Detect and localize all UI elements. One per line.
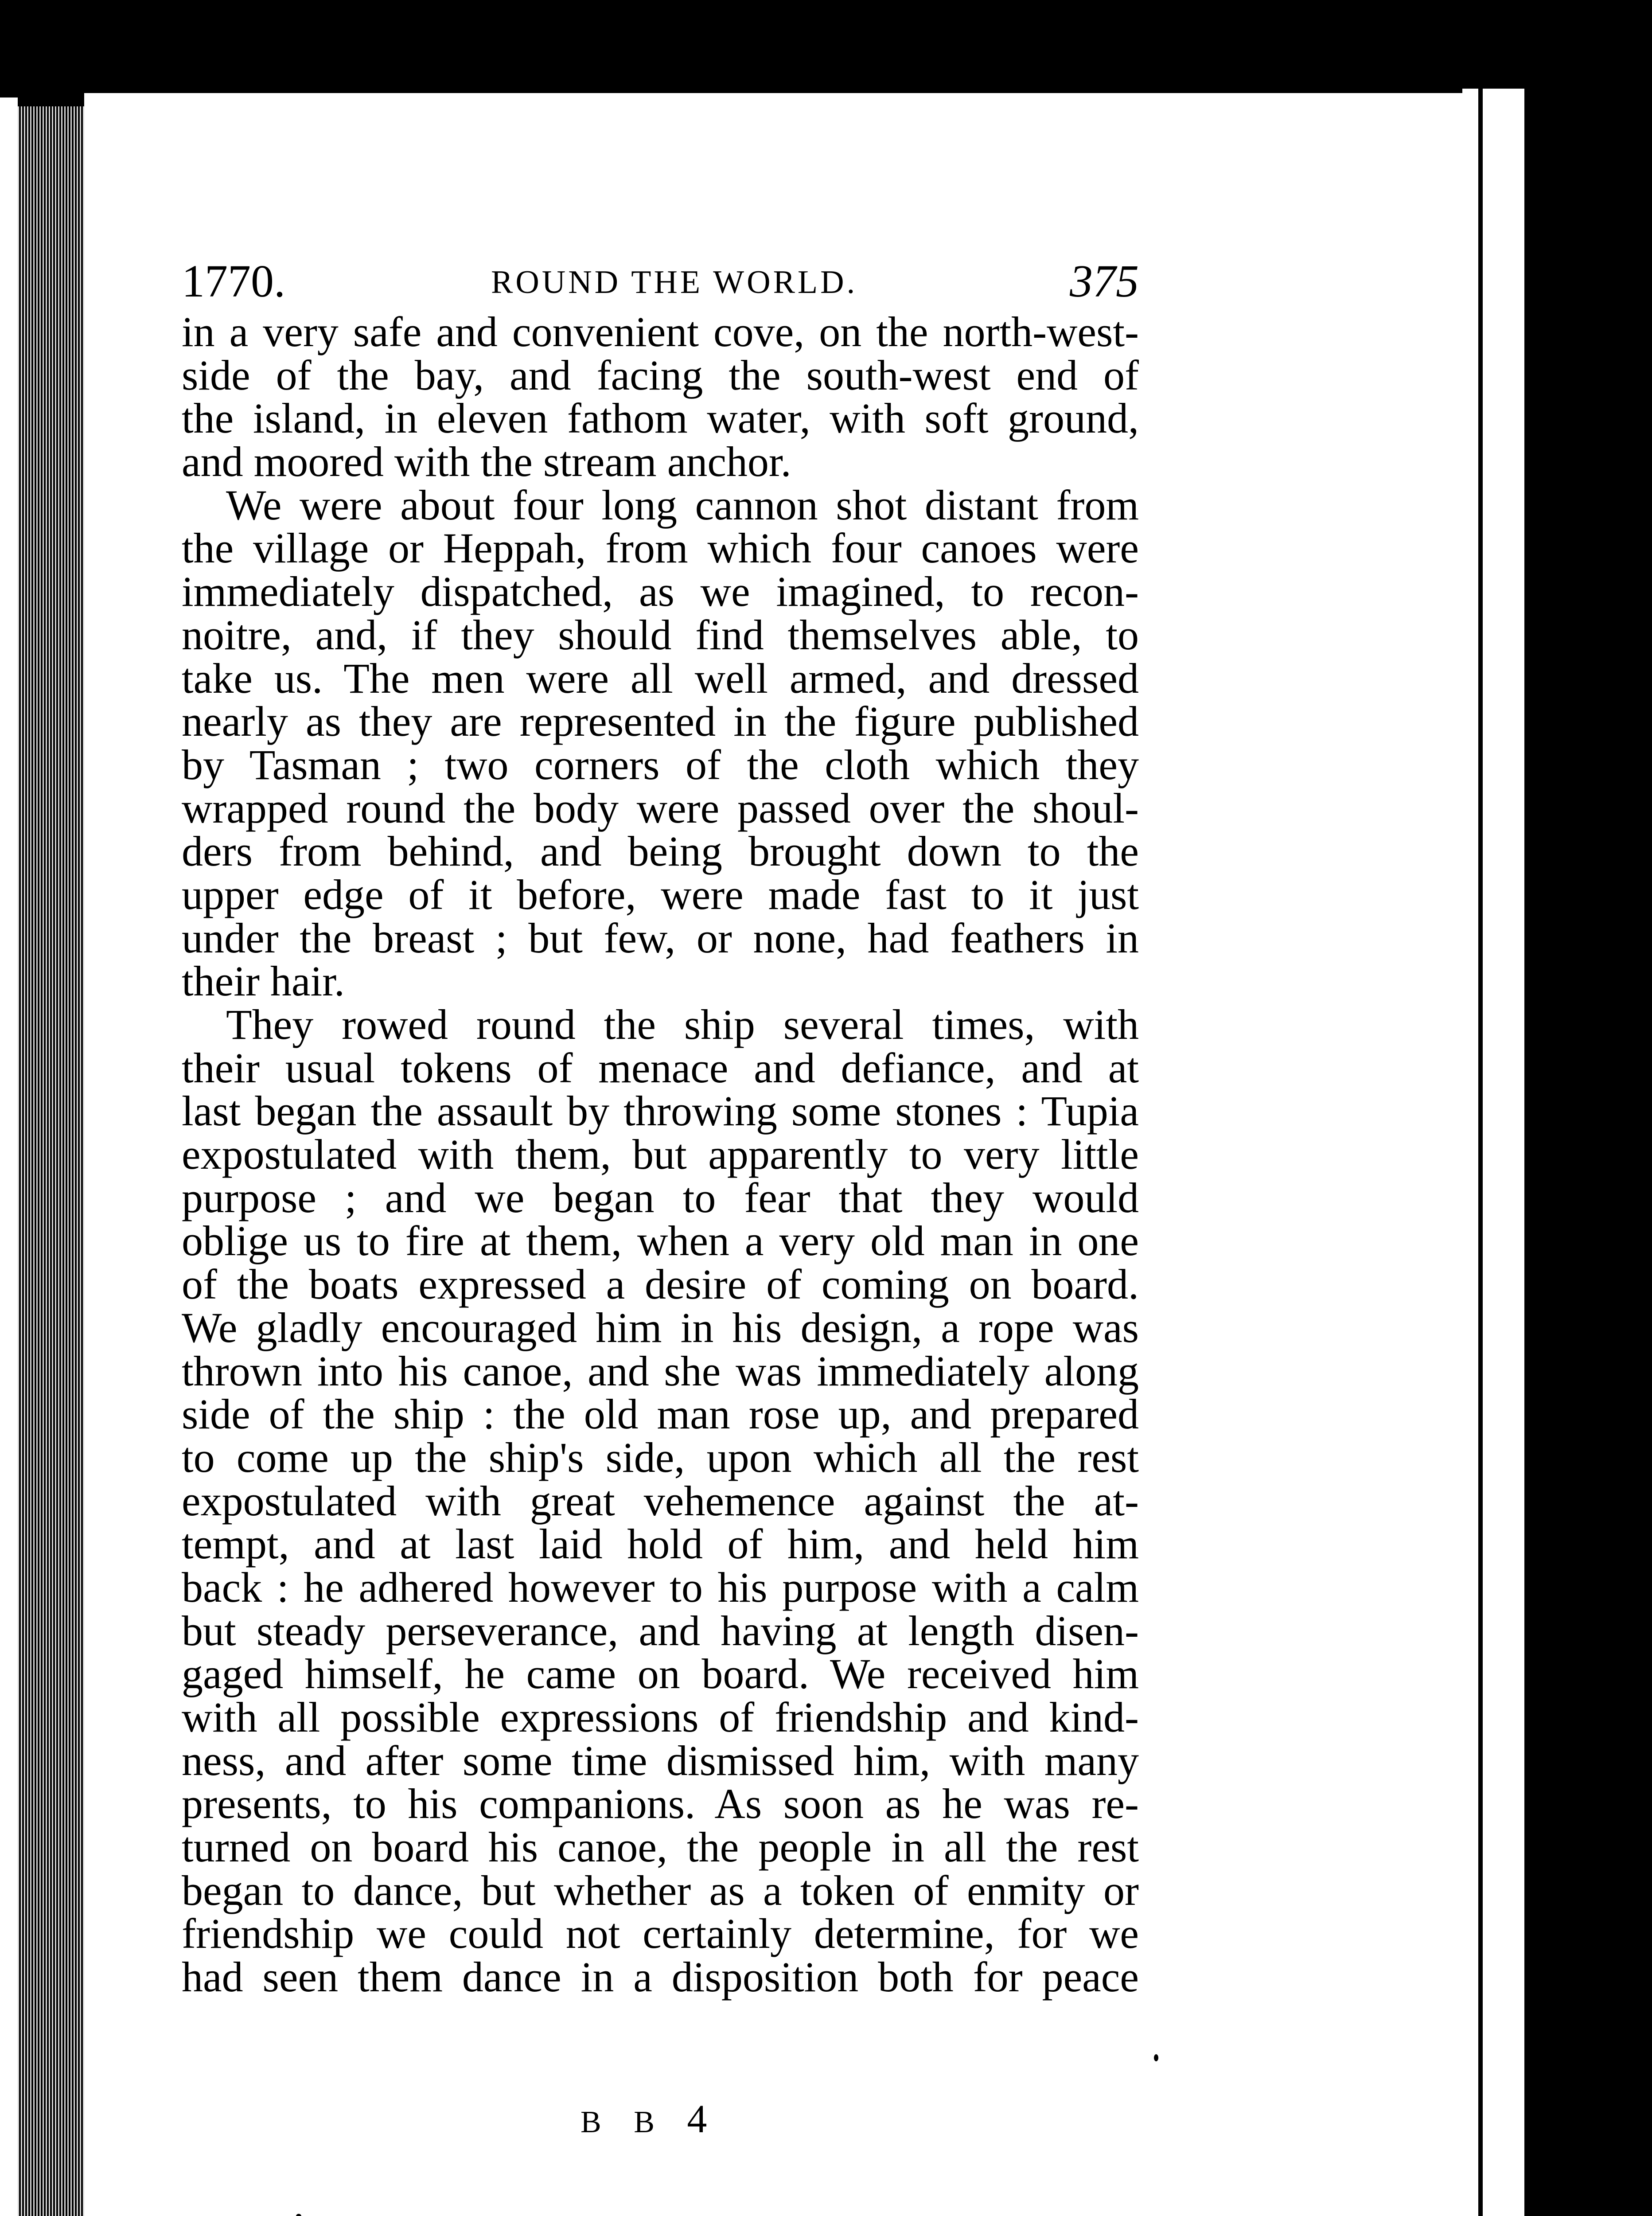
text-line: under the breast ; but few, or none, had feathers in [182, 914, 1139, 962]
text-line: turned on board his canoe, the people in all the rest [182, 1823, 1139, 1871]
text-line: back : he adhered however to his purpose with a calm [182, 1563, 1139, 1611]
text-line: take us. The men were all well armed, and dressed [182, 654, 1139, 702]
left-page-edge [0, 98, 18, 2216]
ink-speck [1154, 2054, 1158, 2061]
text-line: upper edge of it before, were made fast to it just [182, 870, 1139, 918]
signature-mark [581, 2096, 707, 2142]
text-line: expostulated with great vehemence against the at- [182, 1477, 1139, 1525]
running-header [182, 255, 1139, 308]
text-line: the village or Heppah, from which four canoes were [182, 524, 1139, 572]
text-line: side of the bay, and facing the south-west end of [182, 351, 1139, 399]
ink-speck [296, 2214, 301, 2216]
text-line: had seen them dance in a disposition both for peace [182, 1953, 1139, 2001]
text-line: ders from behind, and being brought down to the [182, 827, 1139, 875]
text-line: They rowed round the ship several times, with [226, 1001, 1139, 1048]
body-text [182, 310, 1139, 1999]
text-line: nearly as they are represented in the figure published [182, 698, 1139, 745]
page-number: 375 [1070, 256, 1139, 307]
text-line: wrapped round the body were passed over the shoul- [182, 784, 1139, 832]
signature-number: 4 [687, 2097, 707, 2141]
text-line: their usual tokens of menace and defiance, and at [182, 1044, 1139, 1092]
text-line: to come up the ship's side, upon which all the rest [182, 1433, 1139, 1481]
text-line: purpose ; and we began to fear that they would [182, 1174, 1139, 1221]
right-page-edges [1462, 89, 1524, 2216]
text-line: presents, to his companions. As soon as he was re- [182, 1780, 1139, 1828]
text-line: their hair. [182, 957, 345, 1005]
running-title: ROUND THE WORLD. [491, 264, 858, 300]
signature-letters: B B [581, 2105, 667, 2139]
text-line: immediately dispatched, as we imagined, to recon- [182, 568, 1139, 616]
text-line: We were about four long cannon shot distant from [226, 481, 1139, 529]
text-line: side of the ship : the old man rose up, and prepared [182, 1390, 1139, 1438]
text-line: but steady perseverance, and having at length disen- [182, 1607, 1139, 1654]
text-line: began to dance, but whether as a token of enmity or [182, 1866, 1139, 1914]
text-line: gaged himself, he came on board. We received him [182, 1650, 1139, 1698]
text-line: in a very safe and convenient cove, on the north-west- [182, 308, 1139, 355]
text-line: thrown into his canoe, and she was immediately along [182, 1347, 1139, 1395]
text-line: We gladly encouraged him in his design, a rope was [182, 1303, 1139, 1351]
text-line: last began the assault by throwing some stones : Tupia [182, 1087, 1139, 1135]
text-line: with all possible expressions of friendship and kind- [182, 1693, 1139, 1741]
text-line: friendship we could not certainly determine, for we [182, 1910, 1139, 1958]
text-line: noitre, and, if they should find themselves able, to [182, 611, 1139, 659]
text-line: of the boats expressed a desire of coming on board. [182, 1260, 1139, 1308]
text-line: by Tasman ; two corners of the cloth which they [182, 741, 1139, 788]
text-line: oblige us to fire at them, when a very old man in one [182, 1217, 1139, 1265]
header-year: 1770. [182, 256, 285, 307]
text-line: ness, and after some time dismissed him, with many [182, 1736, 1139, 1784]
text-line: and moored with the stream anchor. [182, 438, 791, 486]
text-line: expostulated with them, but apparently to very little [182, 1131, 1139, 1178]
text-line: tempt, and at last laid hold of him, and held him [182, 1520, 1139, 1568]
text-line: the island, in eleven fathom water, with soft ground, [182, 394, 1139, 442]
